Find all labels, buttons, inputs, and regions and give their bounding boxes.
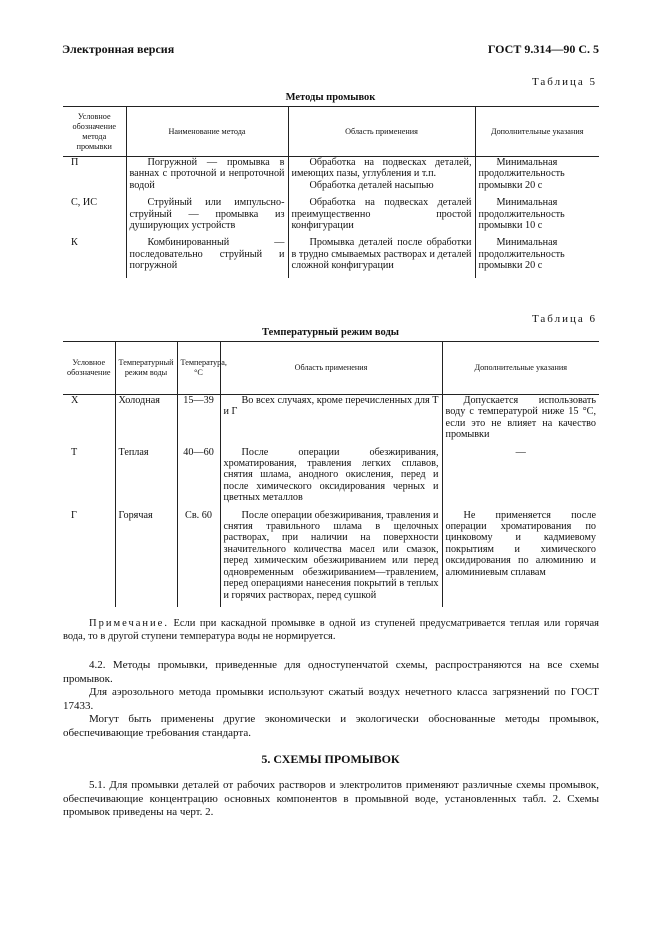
table5-cell-area: Обработка на подвесках деталей преимущественно простой конфигурации — [288, 197, 475, 237]
table6-cell-mode: Горячая — [115, 510, 177, 607]
table6-col-note: Дополнительные указания — [442, 342, 599, 395]
table5-caption: Таблица 5 — [531, 76, 597, 88]
table5-cell-note: Минимальная продолжительность промывки 20 с — [475, 157, 599, 198]
table6-cell-temp: Св. 60 — [177, 510, 220, 607]
paragraph-5-1: 5.1. Для промывки деталей от рабочих растворов и электролитов применяют различные схемы промывок, обеспечивающие концентрацию основных компонентов в промывной воде, установленных табл. 2. Схемы промывок приведены на черт. 2. — [63, 779, 599, 818]
table5 — [63, 106, 599, 278]
table6-note — [63, 617, 599, 643]
table5-cell-code: С, ИС — [71, 197, 98, 209]
table5-area-line: Обработка деталей насыпью — [309, 179, 434, 191]
table6-cell-area: После операции обезжиривания, травления и снятия травильного шлама в щелочных растворах, при наличии на поверхности значительного количества масел или смазок, перед химическим обезжириванием или перед одновременным обезжириванием—травлением, перед операциями нанесения покрытий в теплых и горячих растворах, перед сушкой — [220, 510, 442, 607]
table5-col-code: Условное обозначение метода промывки — [63, 107, 126, 157]
table6-cell-temp: 40—60 — [177, 447, 220, 510]
table6-cell-code: Г — [71, 509, 77, 521]
table5-cell-note: Минимальная продолжительность промывки 10 с — [475, 197, 599, 237]
note-label: Примечание. — [89, 618, 169, 629]
table6-col-area: Область применения — [220, 342, 442, 395]
table-row — [63, 237, 599, 277]
table5-cell-note: Минимальная продолжительность промывки 20 с — [475, 237, 599, 277]
table6-title: Температурный режим воды — [262, 327, 399, 338]
table5-title: Методы промывок — [285, 92, 376, 103]
table6-cell-note: Не применяется после операции хроматирования по цинковому и кадмиевому покрытиям и химического оксидирования по алюминию и алюминиевым сплавам — [442, 510, 599, 607]
table5-cell-name: Погружной — промывка в ваннах с проточной и непроточной водой — [126, 157, 288, 198]
table6-cell-area: Во всех случаях, кроме перечисленных для Т и Г — [220, 395, 442, 447]
paragraph-aerosol: Для аэрозольного метода промывки используют сжатый воздух нечетного класса загрязнений по ГОСТ 17433. — [63, 686, 599, 712]
table5-cell-name: Струйный или импульсно-струйный — промывка из душирующих устройств — [126, 197, 288, 237]
table5-cell-area — [288, 157, 475, 198]
table6-cell-code: Х — [71, 395, 79, 406]
table5-col-area: Область применения — [288, 107, 475, 157]
table6-col-code: Условное обозначение — [63, 342, 115, 395]
header-standard-page: ГОСТ 9.314—90 С. 5 — [487, 42, 599, 56]
note-text: Если при каскадной промывке в одной из ступеней предусматривается теплая или горячая вода, то в другой ступени температура воды не нормируется. — [63, 618, 600, 642]
table5-col-name: Наименование метода — [126, 107, 288, 157]
table6-col-mode: Температурный режим воды — [115, 342, 177, 395]
table6-cell-area: После операции обезжиривания, хроматирования, травления легких сплавов, снятия шлама, анодного окисления, перед и после химического оксидирования черных и цветных металлов — [220, 447, 442, 510]
table6-col-temp: Температура, °С — [177, 342, 220, 395]
table6-cell-mode: Холодная — [115, 395, 177, 447]
table6-cell-temp: 15—39 — [177, 395, 220, 447]
paragraph-4-2: 4.2. Методы промывки, приведенные для одноступенчатой схемы, распространяются на все схемы промывок. — [63, 659, 599, 685]
paragraph-other-methods: Могут быть применены другие экономически и экологически обоснованные методы промывок, обеспечивающие требования стандарта. — [63, 713, 599, 739]
table6-cell-code: Т — [71, 446, 78, 458]
table5-cell-code: К — [71, 237, 78, 249]
table-row — [63, 447, 599, 510]
table6-cell-note: — — [442, 447, 599, 510]
table6 — [63, 341, 599, 607]
table6-cell-note: Допускается использовать воду с температурой ниже 15 °С, если это не влияет на качество промывки — [442, 395, 599, 447]
table5-cell-area: Промывка деталей после обработки в трудно смываемых растворах и деталей сложной конфигурации — [288, 237, 475, 277]
table5-area-line: Обработка на подвесках деталей, имеющих пазы, углубления и т.п. — [291, 157, 472, 180]
table6-header-row — [63, 342, 599, 395]
table-row — [63, 197, 599, 237]
table-row — [63, 510, 599, 607]
table6-caption: Таблица 6 — [531, 313, 597, 325]
table-row — [63, 395, 599, 447]
header-edition: Электронная версия — [62, 42, 175, 56]
table-row — [63, 157, 599, 198]
table5-cell-code: П — [71, 157, 79, 168]
table5-cell-name: Комбинированный — последовательно струйный и погружной — [126, 237, 288, 277]
table5-col-note: Дополнительные указания — [475, 107, 599, 157]
section-title: 5. СХЕМЫ ПРОМЫВОК — [261, 752, 400, 766]
table5-header-row — [63, 107, 599, 157]
table6-cell-mode: Теплая — [115, 447, 177, 510]
